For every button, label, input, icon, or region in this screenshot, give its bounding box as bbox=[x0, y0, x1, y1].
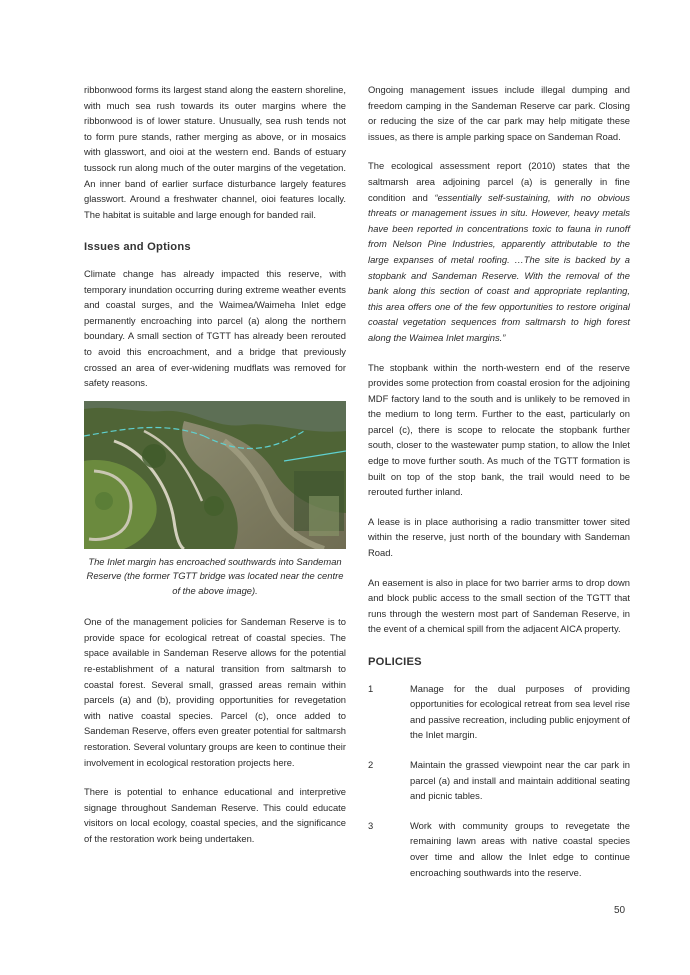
ecological-assessment-paragraph bbox=[368, 158, 630, 345]
policy-text: Work with community groups to revegetate the remaining lawn areas with native coastal species over time and allow the Inlet edge to continue encroaching southwards into the reserve. bbox=[410, 819, 630, 878]
policy-item bbox=[368, 757, 630, 804]
policy-text: Maintain the grassed viewpoint near the car park in parcel (a) and install and maintain additional seating and picnic tables. bbox=[410, 758, 630, 802]
signage-paragraph: There is potential to enhance educational and interpretive signage throughout Sandeman Reserve. This could educate visitors on local ecology, coastal species, and the significance of the restoration work being undertaken. bbox=[84, 786, 346, 844]
policy-item bbox=[368, 681, 630, 743]
aerial-photo bbox=[84, 401, 346, 549]
assessment-intro: The ecological assessment report (2010) states that the saltmarsh area adjoining parcel (a) is generally in fine condition and bbox=[368, 160, 630, 203]
policy-number: 3 bbox=[368, 819, 374, 831]
policy-number: 1 bbox=[368, 682, 374, 694]
policy-text: Manage for the dual purposes of providing opportunities for ecological retreat from sea level rise and passive recreation, including public enjoyment of the Inlet margin. bbox=[410, 682, 630, 741]
lease-paragraph: A lease is in place authorising a radio transmitter tower sited within the reserve, just north of the boundary with Sandeman Road. bbox=[368, 515, 630, 559]
issues-options-heading: Issues and Options bbox=[84, 241, 191, 254]
assessment-quote: “essentially self-sustaining, with no obvious threats or management issues in situ. However, heavy metals have been reported in concentrations toxic to fauna in runoff from Nelson Pine Industries, apparently attributable to the large expanses of metal roofing. …The site is backed by a stopbank and Sandeman Reserve. With the removal of the bank along this section of coast and appropriate replanting, this area offers one of the few opportunities to restore original coastal vegetation sequences from saltmarsh to high forest along the Waimea Inlet margins.” bbox=[368, 191, 630, 343]
right-column bbox=[368, 82, 630, 894]
policy-number: 2 bbox=[368, 758, 374, 770]
management-issues-paragraph: Ongoing management issues include illegal dumping and freedom camping in the Sandeman Reserve car park. Closing or reducing the size of the car park may help mitigate these issues, as there is ample parking space on Sandeman Road. bbox=[368, 84, 630, 142]
climate-change-paragraph: Climate change has already impacted this reserve, with temporary inundation occurring during extreme weather events and coastal surges, and the Waimea/Waimeha Inlet edge permanently encroaching into parcel (a) along the northern boundary. A small section of TGTT has already been rerouted to avoid this encroachment, and a bridge that previously crossed an area of ever-widening mudflats was removed for safety reasons. bbox=[84, 267, 346, 389]
habitat-paragraph: ribbonwood forms its largest stand along the eastern shoreline, with much sea rush towards its outer margins where the ribbonwood is of lower stature. Unusually, sea rush tends not to form pure stands, rather merging as above, or in mosaics with glasswort, and oioi at the western end. Bands of estuary tussock run along much of the outer margins of the vegetation. An inner band of earlier surface disturbance largely features glasswort. Around a freshwater channel, oioi features locally. The habitat is suitable and large enough for banded rail. bbox=[84, 84, 346, 220]
page-number: 50 bbox=[614, 905, 626, 916]
left-column bbox=[84, 82, 346, 861]
ecological-retreat-paragraph: One of the management policies for Sandeman Reserve is to provide space for ecological retreat of coastal species. The space available in Sandeman Reserve allows for the potential re-establishment of a natural transition from saltmarsh to coastal forest. Several small, grassed areas remain within parcels (a) and (b), providing opportunities for revegetation with native coastal species. Parcel (c), once added to Sandeman Reserve, offers even greater potential for saltmarsh restoration. Several voluntary groups are keen to continue their involvement in ecological restoration projects here. bbox=[84, 616, 346, 768]
easement-paragraph: An easement is also in place for two barrier arms to drop down and block public access to the small section of the TGTT that runs through the western most part of Sandeman Reserve, in the event of a chemical spill from the adjacent AICA property. bbox=[368, 576, 630, 635]
policies-heading: POLICIES bbox=[368, 656, 422, 668]
aerial-photo-graphic bbox=[84, 401, 346, 549]
policy-item bbox=[368, 818, 630, 880]
stopbank-paragraph: The stopbank within the north-western end of the reserve provides some protection from coastal erosion for the adjoining MDF factory land to the south and is unlikely to be removed in the medium to long term. Further to the east, particularly on parcel (c), there is scope to relocate the stopbank further south, closer to the wastewater pump station, to allow the Inlet edge to move further south. As much of the TGTT formation is built on top of the stop bank, the trail would need to be rerouted further inland. bbox=[368, 361, 630, 498]
photo-caption: The Inlet margin has encroached southwards into Sandeman Reserve (the former TGTT bridge was located near the centre of the above image). bbox=[86, 555, 344, 596]
